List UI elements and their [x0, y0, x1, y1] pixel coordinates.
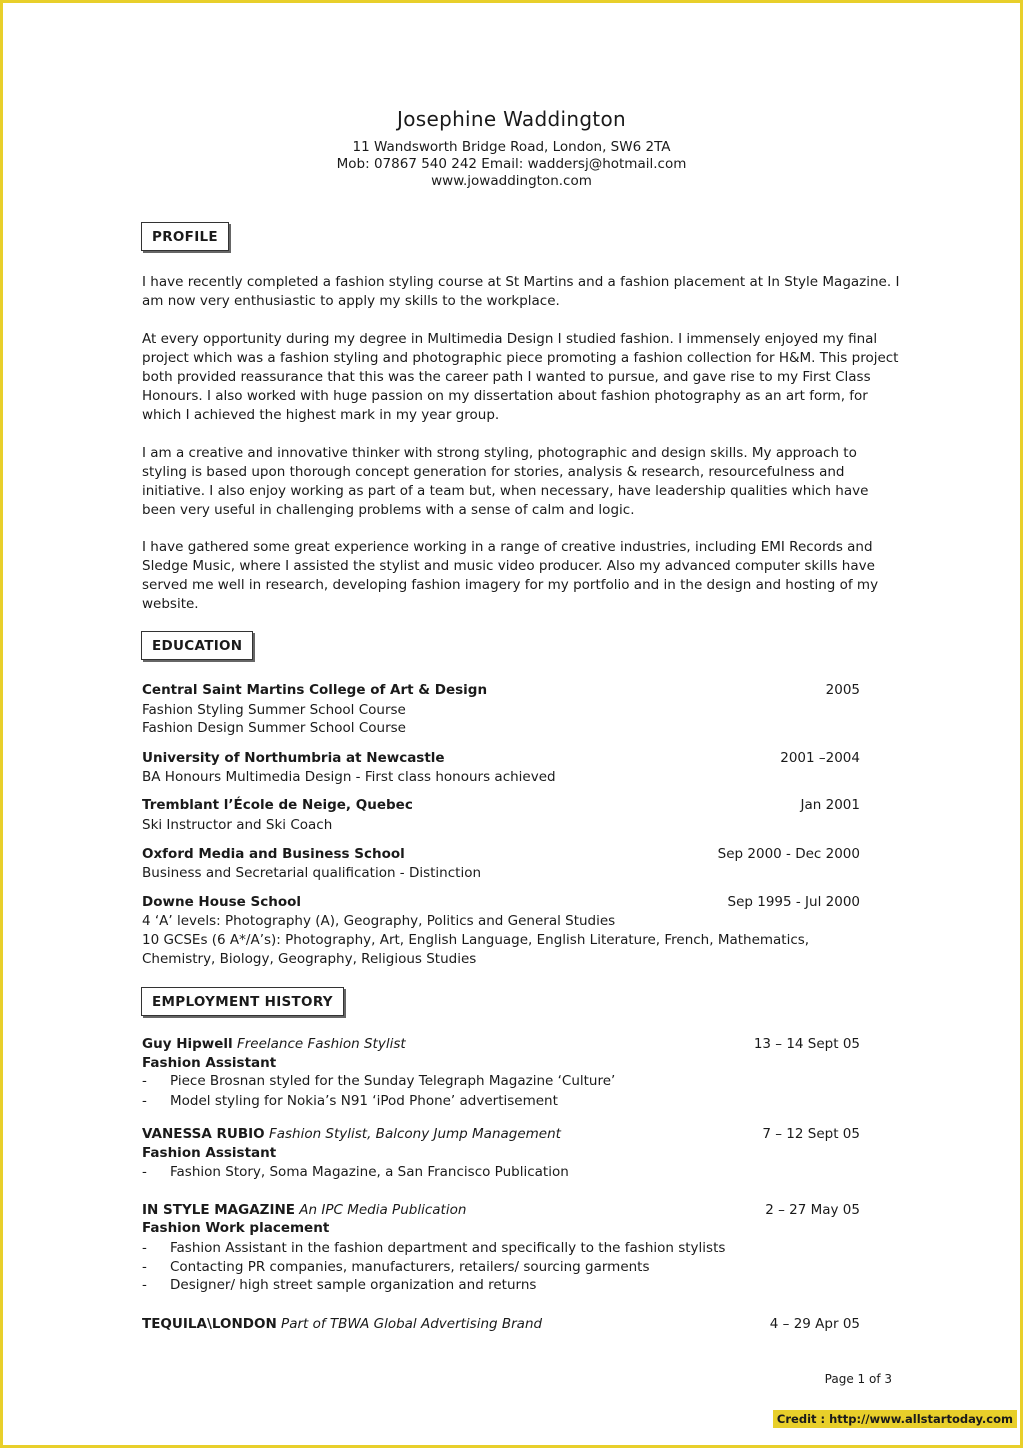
list-item [142, 1259, 650, 1275]
bullet-dash: - [142, 1240, 147, 1256]
website-link[interactable]: www.jowaddington.com [431, 173, 592, 189]
employment-date: 4 – 29 Apr 05 [769, 1316, 860, 1332]
credit-label[interactable]: Credit : http://www.allstartoday.com [773, 1410, 1017, 1428]
employment-role: Fashion Assistant [142, 1145, 277, 1161]
profile-paragraph: At every opportunity during my degree in Multimedia Design I studied fashion. I immensely enjoyed my final project which was a fashion styling and photographic piece promoting a fashion collection for H&M. This project both provided reassurance that this was the career path I wanted to pursue, and gave rise to my First Class Honours. I also worked with huge passion on my dissertation about fashion photography as an art form, for which I achieved the highest mark in my year group. [142, 331, 899, 423]
employer-detail: Fashion Stylist, Balcony Jump Management [268, 1126, 561, 1142]
bullet-dash: - [142, 1073, 147, 1089]
employer-name: TEQUILA\LONDON [142, 1316, 277, 1332]
employment-date: 2 – 27 May 05 [765, 1202, 860, 1218]
section-heading-education: EDUCATION [141, 631, 253, 660]
applicant-name: Josephine Waddington [397, 107, 626, 131]
list-item-text: Contacting PR companies, manufacturers, retailers/ sourcing garments [170, 1259, 650, 1275]
employment-header [142, 1202, 466, 1218]
education-detail: 4 ‘A’ levels: Photography (A), Geography, Politics and General Studies [142, 913, 616, 929]
list-item [142, 1240, 725, 1256]
education-date: Sep 2000 - Dec 2000 [717, 846, 860, 862]
employer-detail: An IPC Media Publication [299, 1202, 467, 1218]
education-institution: Downe House School [142, 894, 302, 910]
employment-header [142, 1036, 406, 1052]
employment-header [142, 1126, 561, 1142]
education-institution: Tremblant l’École de Neige, Quebec [142, 797, 413, 813]
section-heading-profile: PROFILE [141, 222, 229, 251]
education-institution: Central Saint Martins College of Art & Design [142, 682, 488, 698]
employer-name: VANESSA RUBIO [142, 1126, 265, 1142]
employer-detail: Part of TBWA Global Advertising Brand [281, 1316, 543, 1332]
employment-date: 13 – 14 Sept 05 [753, 1036, 860, 1052]
list-item-text: Fashion Story, Soma Magazine, a San Francisco Publication [170, 1164, 569, 1180]
list-item-text: Designer/ high street sample organization and returns [170, 1277, 537, 1293]
list-item [142, 1164, 569, 1180]
list-item [142, 1093, 558, 1109]
education-detail: Chemistry, Biology, Geography, Religious Studies [142, 951, 477, 967]
education-date: 2001 –2004 [780, 750, 860, 766]
list-item [142, 1073, 615, 1089]
profile-paragraph: I have recently completed a fashion styling course at St Martins and a fashion placement at In Style Magazine. I am now very enthusiastic to apply my skills to the workplace. [142, 274, 900, 309]
profile-paragraph: I have gathered some great experience working in a range of creative industries, including EMI Records and Sledge Music, where I assisted the stylist and music video producer. Also my advanced computer skills have served me well in research, developing fashion imagery for my portfolio and in the design and hosting of my website. [142, 539, 879, 612]
education-detail: Fashion Styling Summer School Course [142, 702, 406, 718]
employment-header [142, 1316, 542, 1332]
employer-name: IN STYLE MAGAZINE [142, 1202, 295, 1218]
bullet-dash: - [142, 1093, 147, 1109]
address: 11 Wandsworth Bridge Road, London, SW6 2TA [352, 139, 671, 155]
employment-date: 7 – 12 Sept 05 [762, 1126, 860, 1142]
education-date: 2005 [825, 682, 860, 698]
education-detail: Fashion Design Summer School Course [142, 720, 406, 736]
education-institution: Oxford Media and Business School [142, 846, 405, 862]
list-item-text: Model styling for Nokia’s N91 ‘iPod Phone’ advertisement [170, 1093, 558, 1109]
bullet-dash: - [142, 1164, 147, 1180]
education-date: Jan 2001 [800, 797, 860, 813]
education-detail: BA Honours Multimedia Design - First class honours achieved [142, 769, 556, 785]
list-item [142, 1277, 536, 1293]
employer-name: Guy Hipwell [142, 1036, 233, 1052]
section-heading-employment: EMPLOYMENT HISTORY [141, 987, 344, 1016]
education-detail: Business and Secretarial qualification - Distinction [142, 865, 482, 881]
bullet-dash: - [142, 1259, 147, 1275]
profile-paragraph: I am a creative and innovative thinker with strong styling, photographic and design skills. My approach to styling is based upon thorough concept generation for stories, analysis & research, resourcefulness and initiative. I also enjoy working as part of a team but, when necessary, have leadership qualities which have been very useful in challenging problems with a sense of calm and logic. [142, 445, 869, 518]
page-number: Page 1 of 3 [824, 1372, 892, 1386]
employment-role: Fashion Assistant [142, 1055, 277, 1071]
employment-role: Fashion Work placement [142, 1220, 330, 1236]
education-detail: 10 GCSEs (6 A*/A’s): Photography, Art, English Language, English Literature, French, Mathematics, [142, 932, 810, 948]
education-detail: Ski Instructor and Ski Coach [142, 817, 333, 833]
employer-detail: Freelance Fashion Stylist [236, 1036, 406, 1052]
list-item-text: Piece Brosnan styled for the Sunday Telegraph Magazine ‘Culture’ [170, 1073, 616, 1089]
education-date: Sep 1995 - Jul 2000 [727, 894, 860, 910]
list-item-text: Fashion Assistant in the fashion department and specifically to the fashion stylists [170, 1240, 726, 1256]
education-institution: University of Northumbria at Newcastle [142, 750, 445, 766]
phone-email: Mob: 07867 540 242 Email: waddersj@hotmail.com [336, 156, 687, 172]
resume-page [3, 3, 1020, 1445]
bullet-dash: - [142, 1277, 147, 1293]
